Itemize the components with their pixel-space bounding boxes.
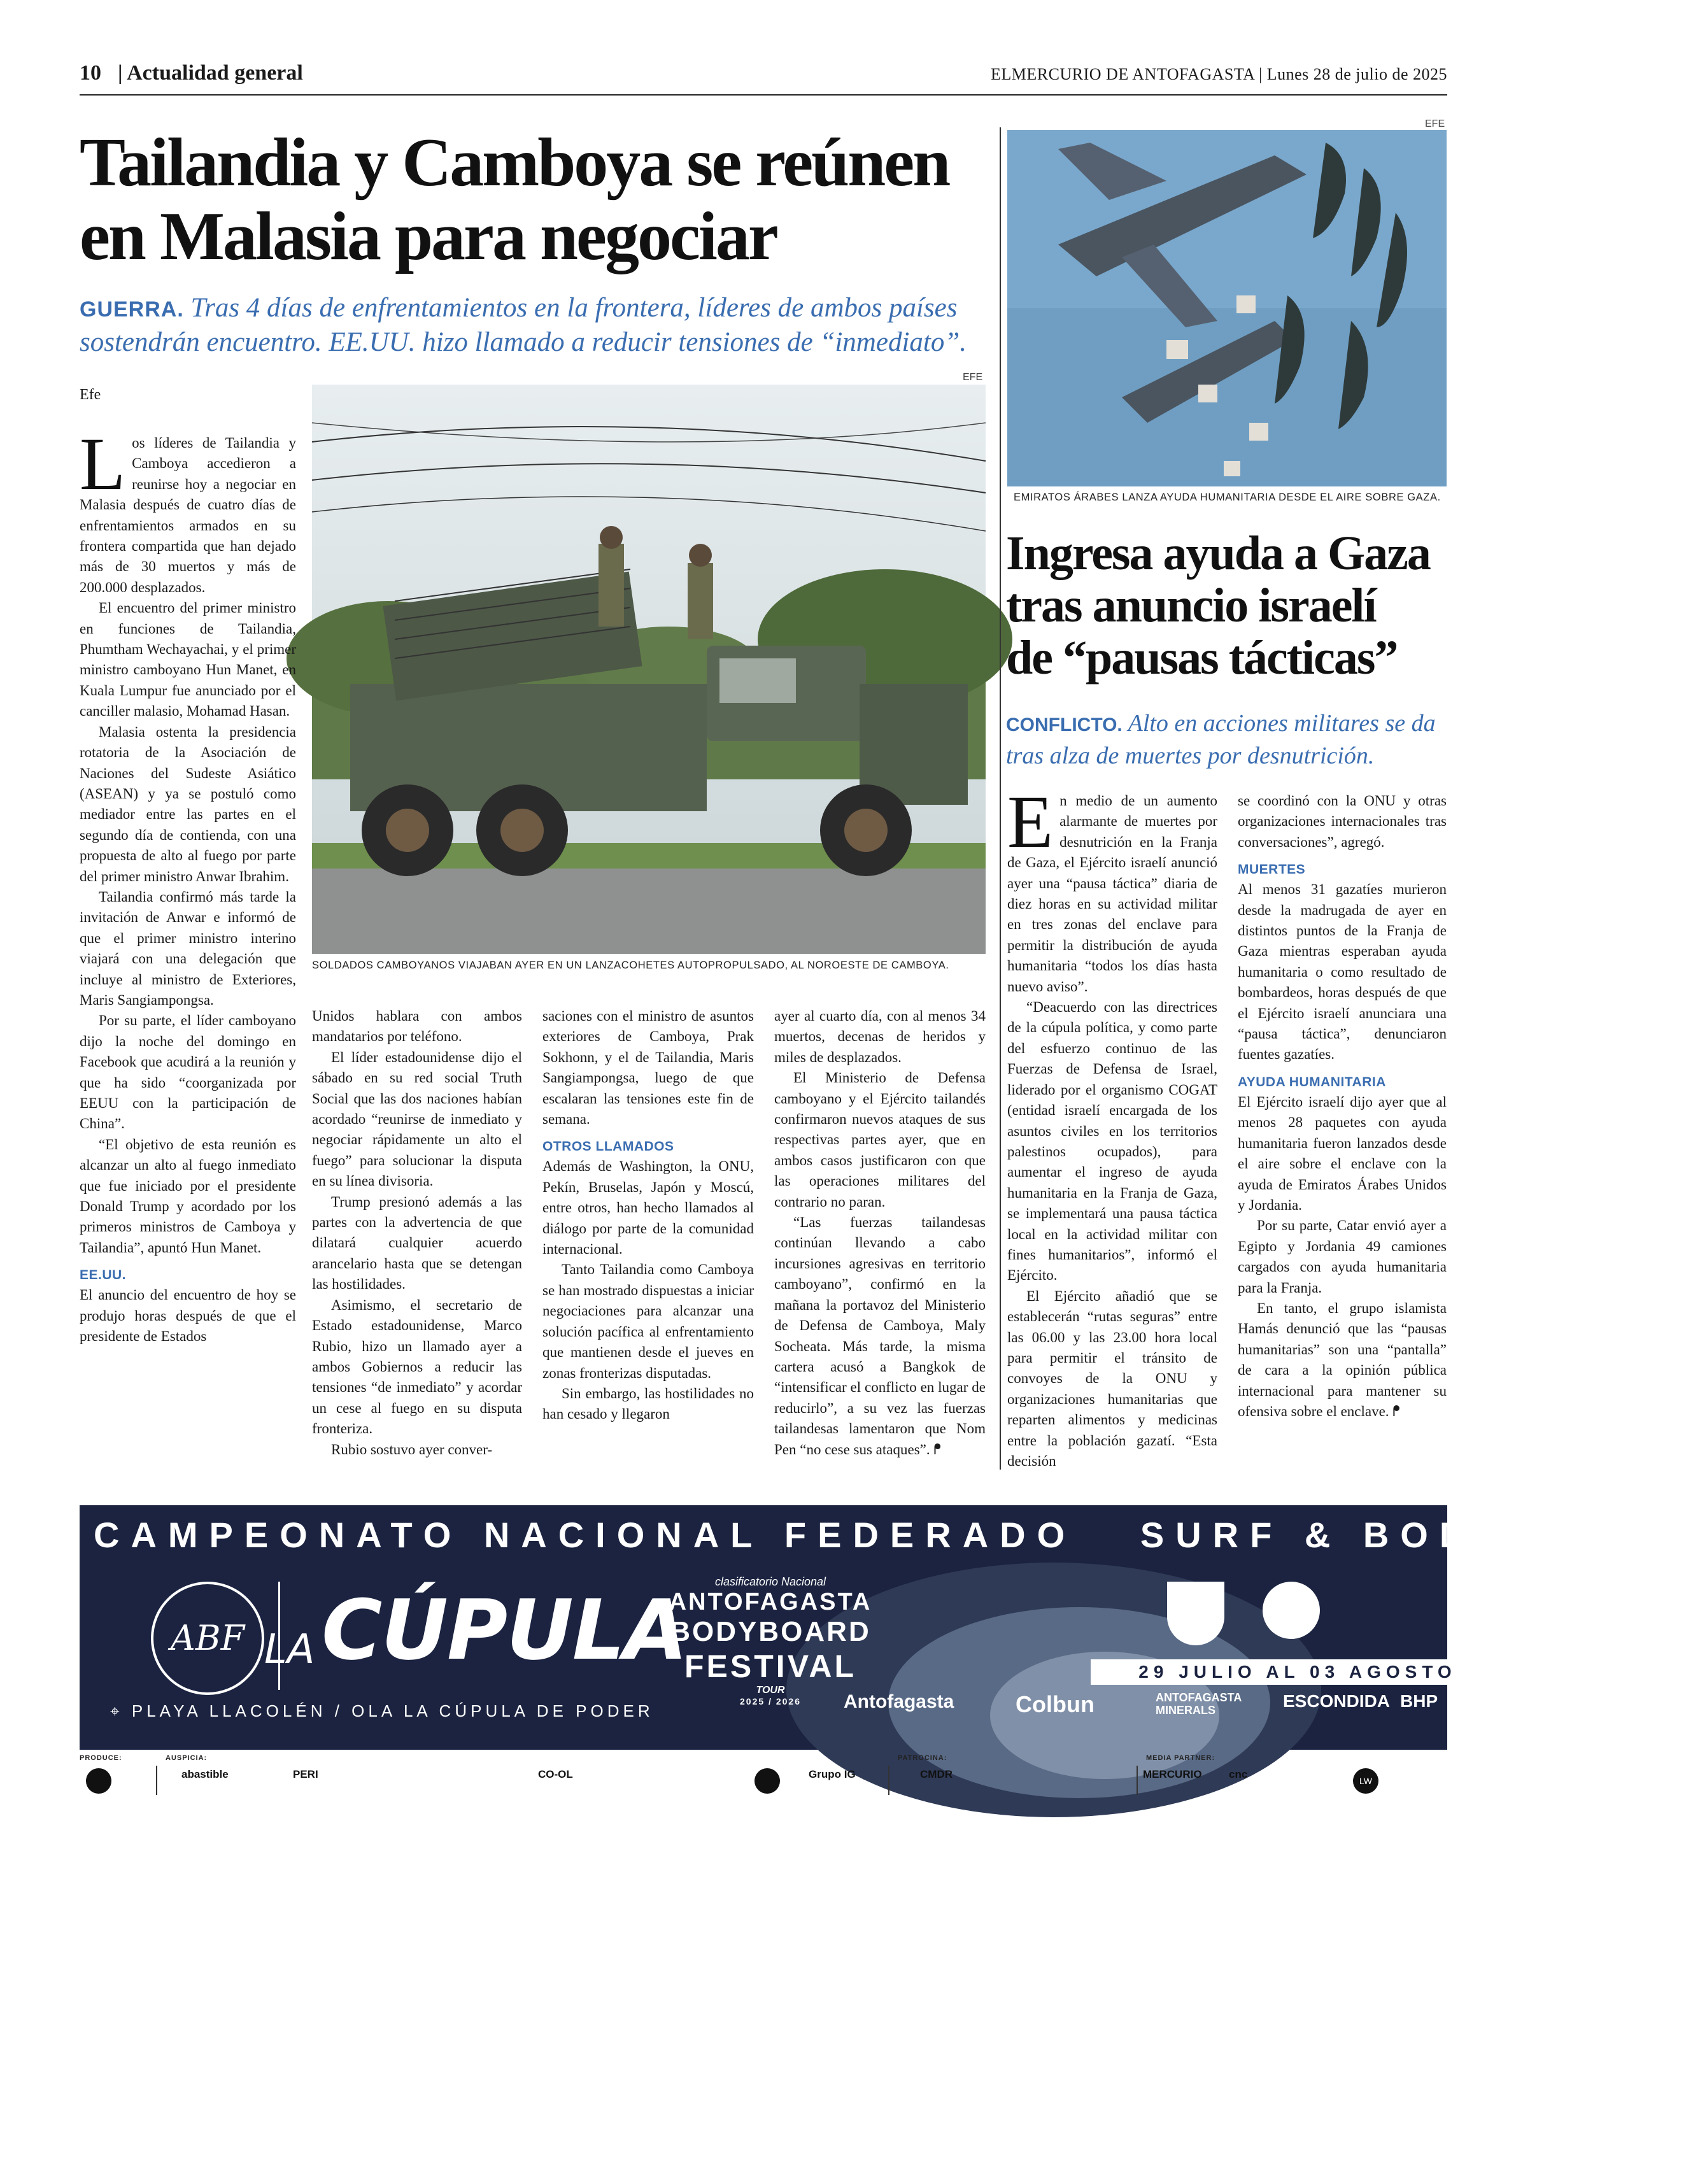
- sponsor-circle-logo: [754, 1768, 780, 1794]
- sponsor-escondida: ESCONDIDA: [1283, 1691, 1391, 1711]
- ad-banner-surf-bodyboard[interactable]: [80, 1505, 1700, 1750]
- airdrop-illustration: [1007, 130, 1447, 486]
- gaza-col-2: se coordinó con la ONU y otras organizaciones internacionales tras conversaciones”, agregó. MUERTES Al menos 31 gazatíes murieron desde la madrugada de ayer en distintos puntos de la Franja de Gaza mientras esperaban ayuda humanitaria o como resultado de bombardeos, horas después de que el Ejército israelí anunciara una “pausa táctica”, denunciaron fuentes gazatíes. AYUDA HUMANITARIA El Ejército israelí dijo ayer que al menos 28 paquetes con ayuda humanitaria fueron lanzados desde el aire sobre el enclave con la ayuda de Emiratos Árabes Unidos y Jordania. Por su parte, Catar envió ayer a Egipto y Jordania 49 camiones cargados con ayuda humanitaria para la Franja. En tanto, el grupo islamista Hamás denunció que las “pausas humanitarias” son una “pantalla” de cara a la opinión pública internacional para mantener su ofensiva sobre el enclave. ᖰ: [1238, 793, 1447, 1419]
- main-headline-line2: en Malasia para negociar: [80, 199, 777, 274]
- subhead-eeuu: EE.UU.: [80, 1268, 127, 1283]
- event-dates: 29 JULIO AL 03 AGOSTO: [1091, 1659, 1505, 1685]
- logo-cmdr: CMDR: [920, 1768, 953, 1780]
- logo-lw: LW: [1353, 1768, 1378, 1794]
- subhead-muertes: MUERTES: [1238, 862, 1306, 877]
- column-divider: [1000, 127, 1001, 1470]
- page-folio: [80, 61, 1447, 96]
- main-photo-rocket-launcher-truck: [312, 385, 986, 954]
- subhead-ayuda-humanitaria: AYUDA HUMANITARIA: [1238, 1074, 1386, 1089]
- gaza-photo-airdrop: [1007, 130, 1447, 486]
- federacion-logo: [1167, 1582, 1224, 1645]
- produce-logo: [86, 1768, 111, 1794]
- festival-logo: clasificatorio Nacional ANTOFAGASTA BODYBOARD FESTIVAL TOUR 2025 / 2026: [669, 1575, 872, 1706]
- strip-produce-label: PRODUCE:: [80, 1754, 122, 1762]
- main-photo-caption: SOLDADOS CAMBOYANOS VIAJABAN AYER EN UN LANZACOHETES AUTOPROPULSADO, AL NOROESTE DE CAMBOYA.: [312, 960, 949, 971]
- main-byline: Efe: [80, 386, 101, 403]
- gaza-dropcap: E: [1007, 780, 1054, 863]
- main-headline: [80, 126, 990, 274]
- logo-abastible: abastible: [181, 1768, 229, 1780]
- strip-patrocina-label: PATROCINA:: [898, 1754, 947, 1762]
- main-dek-text: Tras 4 días de enfrentamientos en la frontera, líderes de ambos países sostendrán encuentro. EE.UU. hizo llamado a reducir tensiones de “inmediato”.: [80, 293, 967, 357]
- main-dropcap: L: [80, 422, 126, 506]
- abf-logo: ABF: [151, 1582, 264, 1695]
- main-col-1: Los líderes de Tailandia y Camboya accedieron a reunirse hoy a negociar en Malasia después de cuatro días de enfrentamientos armados en su frontera compartida que han dejado más de 30 muertos y más de 200.000 desplazados. El encuentro del primer ministro en funciones de Tailandia, Phumtham Wechayachai, y el primer ministro camboyano Hun Manet, en Kuala Lumpur fue anunciado por el canciller malasio, Mohamad Hasan. Malasia ostenta la presidencia rotatoria de la Asociación de Naciones del Sudeste Asiático (ASEAN) y ya se postuló como mediador entre las partes en el segundo día de contienda, con una propuesta de alto al fuego por parte del primer ministro Anwar Ibrahim. Tailandia confirmó más tarde la invitación de Anwar e informó de que el primer ministro interino viajará con una delegación que incluye al ministro de Exteriores, Maris Sangiampongsa. Por su parte, el líder camboyano dijo la noche del domingo en Facebook que acudirá a la reunión y que ha sido “coorganizada por EEUU con la participación de China”. “El objetivo de esta reunión es alcanzar un alto al fuego inmediato que fue iniciado por el presidente Donald Trump y acordado por los primeros ministros de Camboya y Tailandia”, apuntó Hun Manet. EE.UU. El anuncio del encuentro de hoy se produjo horas después de que el presidente de Estados: [80, 422, 296, 1345]
- gaza-headline: Ingresa ayuda a Gaza tras anuncio israelí de “pausas tácticas”: [1006, 527, 1430, 684]
- sponsor-strip: [80, 1754, 1447, 1799]
- la-text: LA: [264, 1626, 315, 1673]
- sponsor-bhp: BHP: [1400, 1691, 1438, 1711]
- location-pin-icon: ⌖: [110, 1701, 124, 1720]
- paper-name-date: ELMERCURIO DE ANTOFAGASTA | Lunes 28 de julio de 2025: [991, 65, 1447, 83]
- chile-federation-logo: [1263, 1582, 1320, 1639]
- rocket-truck-illustration: [312, 385, 986, 954]
- subhead-otros-llamados: OTROS LLAMADOS: [542, 1139, 674, 1154]
- sponsor-antofagasta-minerals: ANTOFAGASTA MINERALS: [1156, 1691, 1242, 1717]
- sponsor-antofagasta: Antofagasta: [844, 1691, 954, 1712]
- strip-auspicia-label: AUSPICIA:: [166, 1754, 208, 1762]
- event-place: ⌖ PLAYA LLACOLÉN / OLA LA CÚPULA DE PODER: [110, 1701, 654, 1720]
- sponsor-colbun: Colbun: [1016, 1691, 1094, 1717]
- main-kicker: GUERRA.: [80, 297, 184, 322]
- main-col-3: saciones con el ministro de asuntos exteriores de Camboya, Prak Sokhonn, y el de Tailandia, Maris Sangiampongsa, luego de que escalaran las tensiones este fin de semana. OTROS LLAMADOS Además de Washington, la ONU, Pekín, Bruselas, Japón y Moscú, entre otros, han hecho llamados al diálogo por parte de la comunidad internacional. Tanto Tailandia como Camboya se han mostrado dispuestas a iniciar negociaciones para alcanzar una solución pacífica al enfrentamiento que mantienen desde el jueves en zonas fronterizas disputadas. Sin embargo, las hostilidades no han cesado y llegaron: [542, 1008, 754, 1422]
- main-col-2: Unidos hablara con ambos mandatarios por teléfono. El líder estadounidense dijo el sábado en su red social Truth Social que las dos naciones habían acordado “reunirse de inmediato y negociar rápidamente un alto el fuego” para solucionar la disputa en su línea divisoria. Trump presionó además a las partes con la advertencia de que dilatará cualquier acuerdo arancelario hasta que se detengan las hostilidades. Asimismo, el secretario de Estado estadounidense, Marco Rubio, hizo un llamado ayer a ambos Gobiernos a reducir las tensiones “de inmediato” y acordar un cese al fuego en su disputa fronteriza. Rubio sostuvo ayer conver-: [312, 1008, 522, 1457]
- main-col-4: ayer al cuarto día, con al menos 34 muertos, decenas de heridos y miles de desplazados. El Ministerio de Defensa camboyano y el Ejército tailandés confirmaron nuevos ataques de sus respectivas partes ayer, que en ambos casos justificaron con que las operaciones militares del contrario no paran. “Las fuerzas tailandesas continúan llevando a cabo incursiones agresivas en territorio camboyano”, confirmó en la mañana la portavoz del Ministerio de Defensa de Camboya, Maly Socheata. Más tarde, la misma cartera acusó a Bangkok de “intensificar el conflicto en lugar de reducirlo”, a su vez las fuerzas tailandesas lamentaron que Nom Pen “no cese sus ataques”. ᖰ: [774, 1008, 986, 1457]
- page-number: 10: [80, 61, 101, 85]
- logo-peri: PERI: [293, 1768, 318, 1780]
- section-name: | Actualidad general: [118, 61, 303, 85]
- la-cupula-logo: CÚPULA: [322, 1582, 687, 1678]
- gaza-photo-credit: EFE: [1425, 118, 1445, 129]
- main-photo-credit: EFE: [963, 372, 983, 383]
- logo-cnc: cnc: [1229, 1768, 1248, 1780]
- strip-media-label: MEDIA PARTNER:: [1146, 1754, 1215, 1762]
- gaza-col-1: En medio de un aumento alarmante de muertes por desnutrición en la Franja de Gaza, el Ejército israelí anunció ayer una “pausa táctica” diaria de diez horas en su actividad militar en tres zonas del enclave para permitir la distribución de ayuda humanitaria “todos los días hasta nuevo aviso”. “Deacuerdo con las directrices de la cúpula política, y como parte del esfuerzo continuo de las Fuerzas de Defensa de Israel, liderado por el organismo COGAT (entidad israelí encargada de los asuntos civiles en los territorios palestinos ocupados), para aumentar el ingreso de ayuda humanitaria en la Franja de Gaza, se implementará una pausa táctica local en la actividad militar con fines humanitarios”, informó el Ejército. El Ejército añadió que se establecerán “rutas seguras” entre las 06.00 y las 23.00 hora local para permitir el tránsito de convoyes de la ONU y organizaciones humanitarias que reparten alimentos y medicinas entre la población gazatí. “Esta decisión: [1007, 780, 1217, 1469]
- strip-divider: [888, 1766, 889, 1795]
- logo-mercurio: MERCURIO: [1143, 1768, 1202, 1780]
- main-headline-line1: Tailandia y Camboya se reúnen: [80, 125, 949, 201]
- strip-divider: [156, 1766, 157, 1795]
- ad-title: CAMPEONATO NACIONAL FEDERADO SURF & BODYBOARD: [94, 1515, 1700, 1555]
- main-dek: [80, 292, 990, 359]
- gaza-dek: CONFLICTO. Alto en acciones militares se da tras alza de muertes por desnutrición.: [1006, 710, 1436, 769]
- logo-coil: CO-OL: [538, 1768, 573, 1780]
- gaza-photo-caption: EMIRATOS ÁRABES LANZA AYUDA HUMANITARIA DESDE EL AIRE SOBRE GAZA.: [1014, 492, 1441, 503]
- logo-grupo-ig: Grupo IG: [809, 1768, 856, 1780]
- gaza-kicker: CONFLICTO.: [1006, 714, 1123, 735]
- strip-divider: [1137, 1766, 1138, 1795]
